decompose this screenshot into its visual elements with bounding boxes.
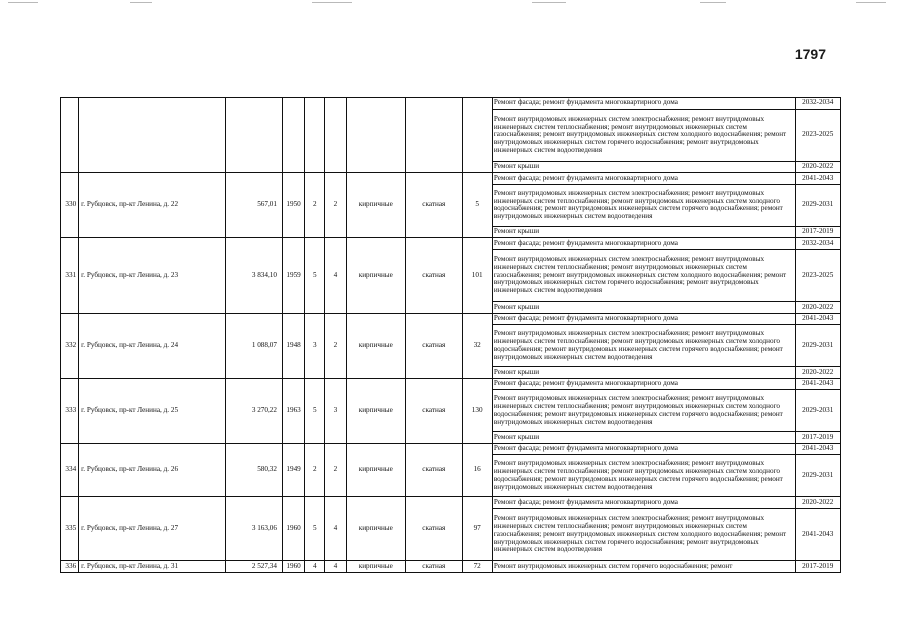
repair-period-cell: 2020-2022: [795, 497, 840, 509]
table-row: [61, 238, 841, 250]
housing-register-table: [60, 97, 841, 573]
table-row: [61, 378, 841, 390]
address-cell: г. Рубцовск, пр-кт Ленина, д. 22: [79, 173, 226, 238]
repair-period-cell: 2023-2025: [795, 249, 840, 301]
roof-type-cell: скатная: [406, 313, 463, 378]
entrances-cell: 3: [325, 378, 346, 443]
repair-work-cell: Ремонт внутридомовых инженерных систем электроснабжения; ремонт внутридомовых инженерных систем теплоснабжения; ремонт внутридомовых инженерных систем холодного водоснабжения; ремонт внутридомовых инженерных систем горячего водоснабжения; ремонт внутридомовых инженерных систем водоотведения: [492, 325, 795, 367]
floors-cell: 2: [305, 443, 325, 497]
address-cell: г. Рубцовск, пр-кт Ленина, д. 25: [79, 378, 226, 443]
repair-work-cell: Ремонт фасада; ремонт фундамента многоквартирного дома: [492, 443, 795, 455]
repair-work-cell: Ремонт внутридомовых инженерных систем электроснабжения; ремонт внутридомовых инженерных систем теплоснабжения; ремонт внутридомовых инженерных систем холодного водоснабжения; ремонт внутридомовых инженерных систем горячего водоснабжения; ремонт внутридомовых инженерных систем водоотведения: [492, 455, 795, 497]
year-cell: [282, 98, 304, 173]
table-row: [61, 561, 841, 573]
repair-period-cell: 2029-2031: [795, 184, 840, 226]
repair-period-cell: 2020-2022: [795, 302, 840, 314]
residents-cell: 72: [462, 561, 492, 573]
area-cell: 3 270,22: [226, 378, 283, 443]
scan-artifact: [532, 2, 566, 3]
repair-work-cell: Ремонт фасада; ремонт фундамента многоквартирного дома: [492, 173, 795, 185]
year-cell: 1948: [282, 313, 304, 378]
repair-work-cell: Ремонт внутридомовых инженерных систем электроснабжения; ремонт внутридомовых инженерных систем теплоснабжения; ремонт внутридомовых инженерных систем холодного водоснабжения; ремонт внутридомовых инженерных систем горячего водоснабжения; ремонт внутридомовых инженерных систем водоотведения: [492, 184, 795, 226]
row-number: 333: [61, 378, 79, 443]
row-number: 330: [61, 173, 79, 238]
entrances-cell: 2: [325, 173, 346, 238]
roof-type-cell: скатная: [406, 443, 463, 497]
repair-period-cell: 2017-2019: [795, 561, 840, 573]
address-cell: г. Рубцовск, пр-кт Ленина, д. 24: [79, 313, 226, 378]
roof-type-cell: скатная: [406, 173, 463, 238]
row-number: [61, 98, 79, 173]
roof-type-cell: скатная: [406, 497, 463, 561]
area-cell: 580,32: [226, 443, 283, 497]
repair-period-cell: 2041-2043: [795, 173, 840, 185]
repair-work-cell: Ремонт крыши: [492, 367, 795, 379]
repair-period-cell: 2020-2022: [795, 161, 840, 173]
residents-cell: 32: [462, 313, 492, 378]
wall-material-cell: кирпичные: [346, 238, 406, 313]
year-cell: 1950: [282, 173, 304, 238]
repair-period-cell: 2020-2022: [795, 367, 840, 379]
repair-work-cell: Ремонт внутридомовых инженерных систем электроснабжения; ремонт внутридомовых инженерных систем теплоснабжения; ремонт внутридомовых инженерных систем холодного водоснабжения; ремонт внутридомовых инженерных систем горячего водоснабжения; ремонт внутридомовых инженерных систем водоотведения: [492, 390, 795, 432]
address-cell: г. Рубцовск, пр-кт Ленина, д. 31: [79, 561, 226, 573]
repair-work-cell: Ремонт фасада; ремонт фундамента многоквартирного дома: [492, 98, 795, 110]
table-row: [61, 98, 841, 110]
address-cell: г. Рубцовск, пр-кт Ленина, д. 26: [79, 443, 226, 497]
address-cell: г. Рубцовск, пр-кт Ленина, д. 27: [79, 497, 226, 561]
residents-cell: [462, 98, 492, 173]
row-number: 331: [61, 238, 79, 313]
area-cell: 3 834,10: [226, 238, 283, 313]
floors-cell: 3: [305, 313, 325, 378]
repair-work-cell: Ремонт крыши: [492, 432, 795, 444]
area-cell: 3 163,06: [226, 497, 283, 561]
floors-cell: 2: [305, 173, 325, 238]
scan-artifact: [312, 2, 352, 3]
repair-period-cell: 2017-2019: [795, 432, 840, 444]
wall-material-cell: кирпичные: [346, 173, 406, 238]
repair-period-cell: 2041-2043: [795, 443, 840, 455]
repair-work-cell: Ремонт фасада; ремонт фундамента многоквартирного дома: [492, 497, 795, 509]
roof-type-cell: скатная: [406, 238, 463, 313]
scan-artifact: [856, 2, 886, 3]
repair-period-cell: 2032-2034: [795, 98, 840, 110]
scan-artifact: [130, 2, 152, 3]
area-cell: [226, 98, 283, 173]
repair-work-cell: Ремонт внутридомовых инженерных систем электроснабжения; ремонт внутридомовых инженерных систем теплоснабжения; ремонт внутридомовых инженерных систем газоснабжения; ремонт внутридомовых инженерных систем холодного водоснабжения; ремонт внутридомовых инженерных систем горячего водоснабжения; ремонт внутридомовых инженерных систем водоотведения: [492, 249, 795, 301]
repair-work-cell: Ремонт внутридомовых инженерных систем электроснабжения; ремонт внутридомовых инженерных систем теплоснабжения; ремонт внутридомовых инженерных систем газоснабжения; ремонт внутридомовых инженерных систем холодного водоснабжения; ремонт внутридомовых инженерных систем горячего водоснабжения; ремонт внутридомовых инженерных систем водоотведения: [492, 109, 795, 161]
wall-material-cell: кирпичные: [346, 561, 406, 573]
row-number: 336: [61, 561, 79, 573]
repair-period-cell: 2023-2025: [795, 109, 840, 161]
repair-work-cell: Ремонт внутридомовых инженерных систем горячего водоснабжения; ремонт: [492, 561, 795, 573]
residents-cell: 97: [462, 497, 492, 561]
floors-cell: 4: [305, 561, 325, 573]
entrances-cell: 2: [325, 443, 346, 497]
wall-material-cell: [346, 98, 406, 173]
residents-cell: 130: [462, 378, 492, 443]
entrances-cell: 4: [325, 238, 346, 313]
repair-period-cell: 2032-2034: [795, 238, 840, 250]
repair-work-cell: Ремонт крыши: [492, 226, 795, 238]
row-number: 332: [61, 313, 79, 378]
repair-work-cell: Ремонт фасада; ремонт фундамента многоквартирного дома: [492, 238, 795, 250]
table-row: [61, 443, 841, 455]
residents-cell: 16: [462, 443, 492, 497]
register-body: [61, 98, 841, 573]
address-cell: г. Рубцовск, пр-кт Ленина, д. 23: [79, 238, 226, 313]
repair-period-cell: 2029-2031: [795, 390, 840, 432]
wall-material-cell: кирпичные: [346, 443, 406, 497]
repair-period-cell: 2029-2031: [795, 325, 840, 367]
roof-type-cell: скатная: [406, 378, 463, 443]
entrances-cell: 2: [325, 313, 346, 378]
entrances-cell: 4: [325, 561, 346, 573]
area-cell: 1 088,07: [226, 313, 283, 378]
area-cell: 2 527,34: [226, 561, 283, 573]
repair-period-cell: 2017-2019: [795, 226, 840, 238]
roof-type-cell: скатная: [406, 561, 463, 573]
repair-work-cell: Ремонт фасада; ремонт фундамента многоквартирного дома: [492, 313, 795, 325]
year-cell: 1960: [282, 497, 304, 561]
address-cell: [79, 98, 226, 173]
floors-cell: [305, 98, 325, 173]
residents-cell: 5: [462, 173, 492, 238]
wall-material-cell: кирпичные: [346, 378, 406, 443]
wall-material-cell: кирпичные: [346, 497, 406, 561]
area-cell: 567,01: [226, 173, 283, 238]
table-row: [61, 497, 841, 509]
floors-cell: 5: [305, 238, 325, 313]
entrances-cell: 4: [325, 497, 346, 561]
year-cell: 1959: [282, 238, 304, 313]
table-row: [61, 173, 841, 185]
repair-period-cell: 2041-2043: [795, 378, 840, 390]
entrances-cell: [325, 98, 346, 173]
roof-type-cell: [406, 98, 463, 173]
year-cell: 1963: [282, 378, 304, 443]
residents-cell: 101: [462, 238, 492, 313]
row-number: 335: [61, 497, 79, 561]
repair-work-cell: Ремонт крыши: [492, 161, 795, 173]
floors-cell: 5: [305, 378, 325, 443]
floors-cell: 5: [305, 497, 325, 561]
table-row: [61, 313, 841, 325]
repair-work-cell: Ремонт внутридомовых инженерных систем электроснабжения; ремонт внутридомовых инженерных систем теплоснабжения; ремонт внутридомовых инженерных систем газоснабжения; ремонт внутридомовых инженерных систем холодного водоснабжения; ремонт внутридомовых инженерных систем горячего водоснабжения; ремонт внутридомовых инженерных систем водоотведения: [492, 508, 795, 560]
repair-period-cell: 2041-2043: [795, 508, 840, 560]
scan-artifact: [8, 2, 38, 3]
year-cell: 1949: [282, 443, 304, 497]
row-number: 334: [61, 443, 79, 497]
repair-period-cell: 2041-2043: [795, 313, 840, 325]
page-number: 1797: [794, 46, 826, 62]
repair-work-cell: Ремонт фасада; ремонт фундамента многоквартирного дома: [492, 378, 795, 390]
year-cell: 1960: [282, 561, 304, 573]
repair-period-cell: 2029-2031: [795, 455, 840, 497]
scan-artifact: [700, 2, 726, 3]
repair-work-cell: Ремонт крыши: [492, 302, 795, 314]
wall-material-cell: кирпичные: [346, 313, 406, 378]
